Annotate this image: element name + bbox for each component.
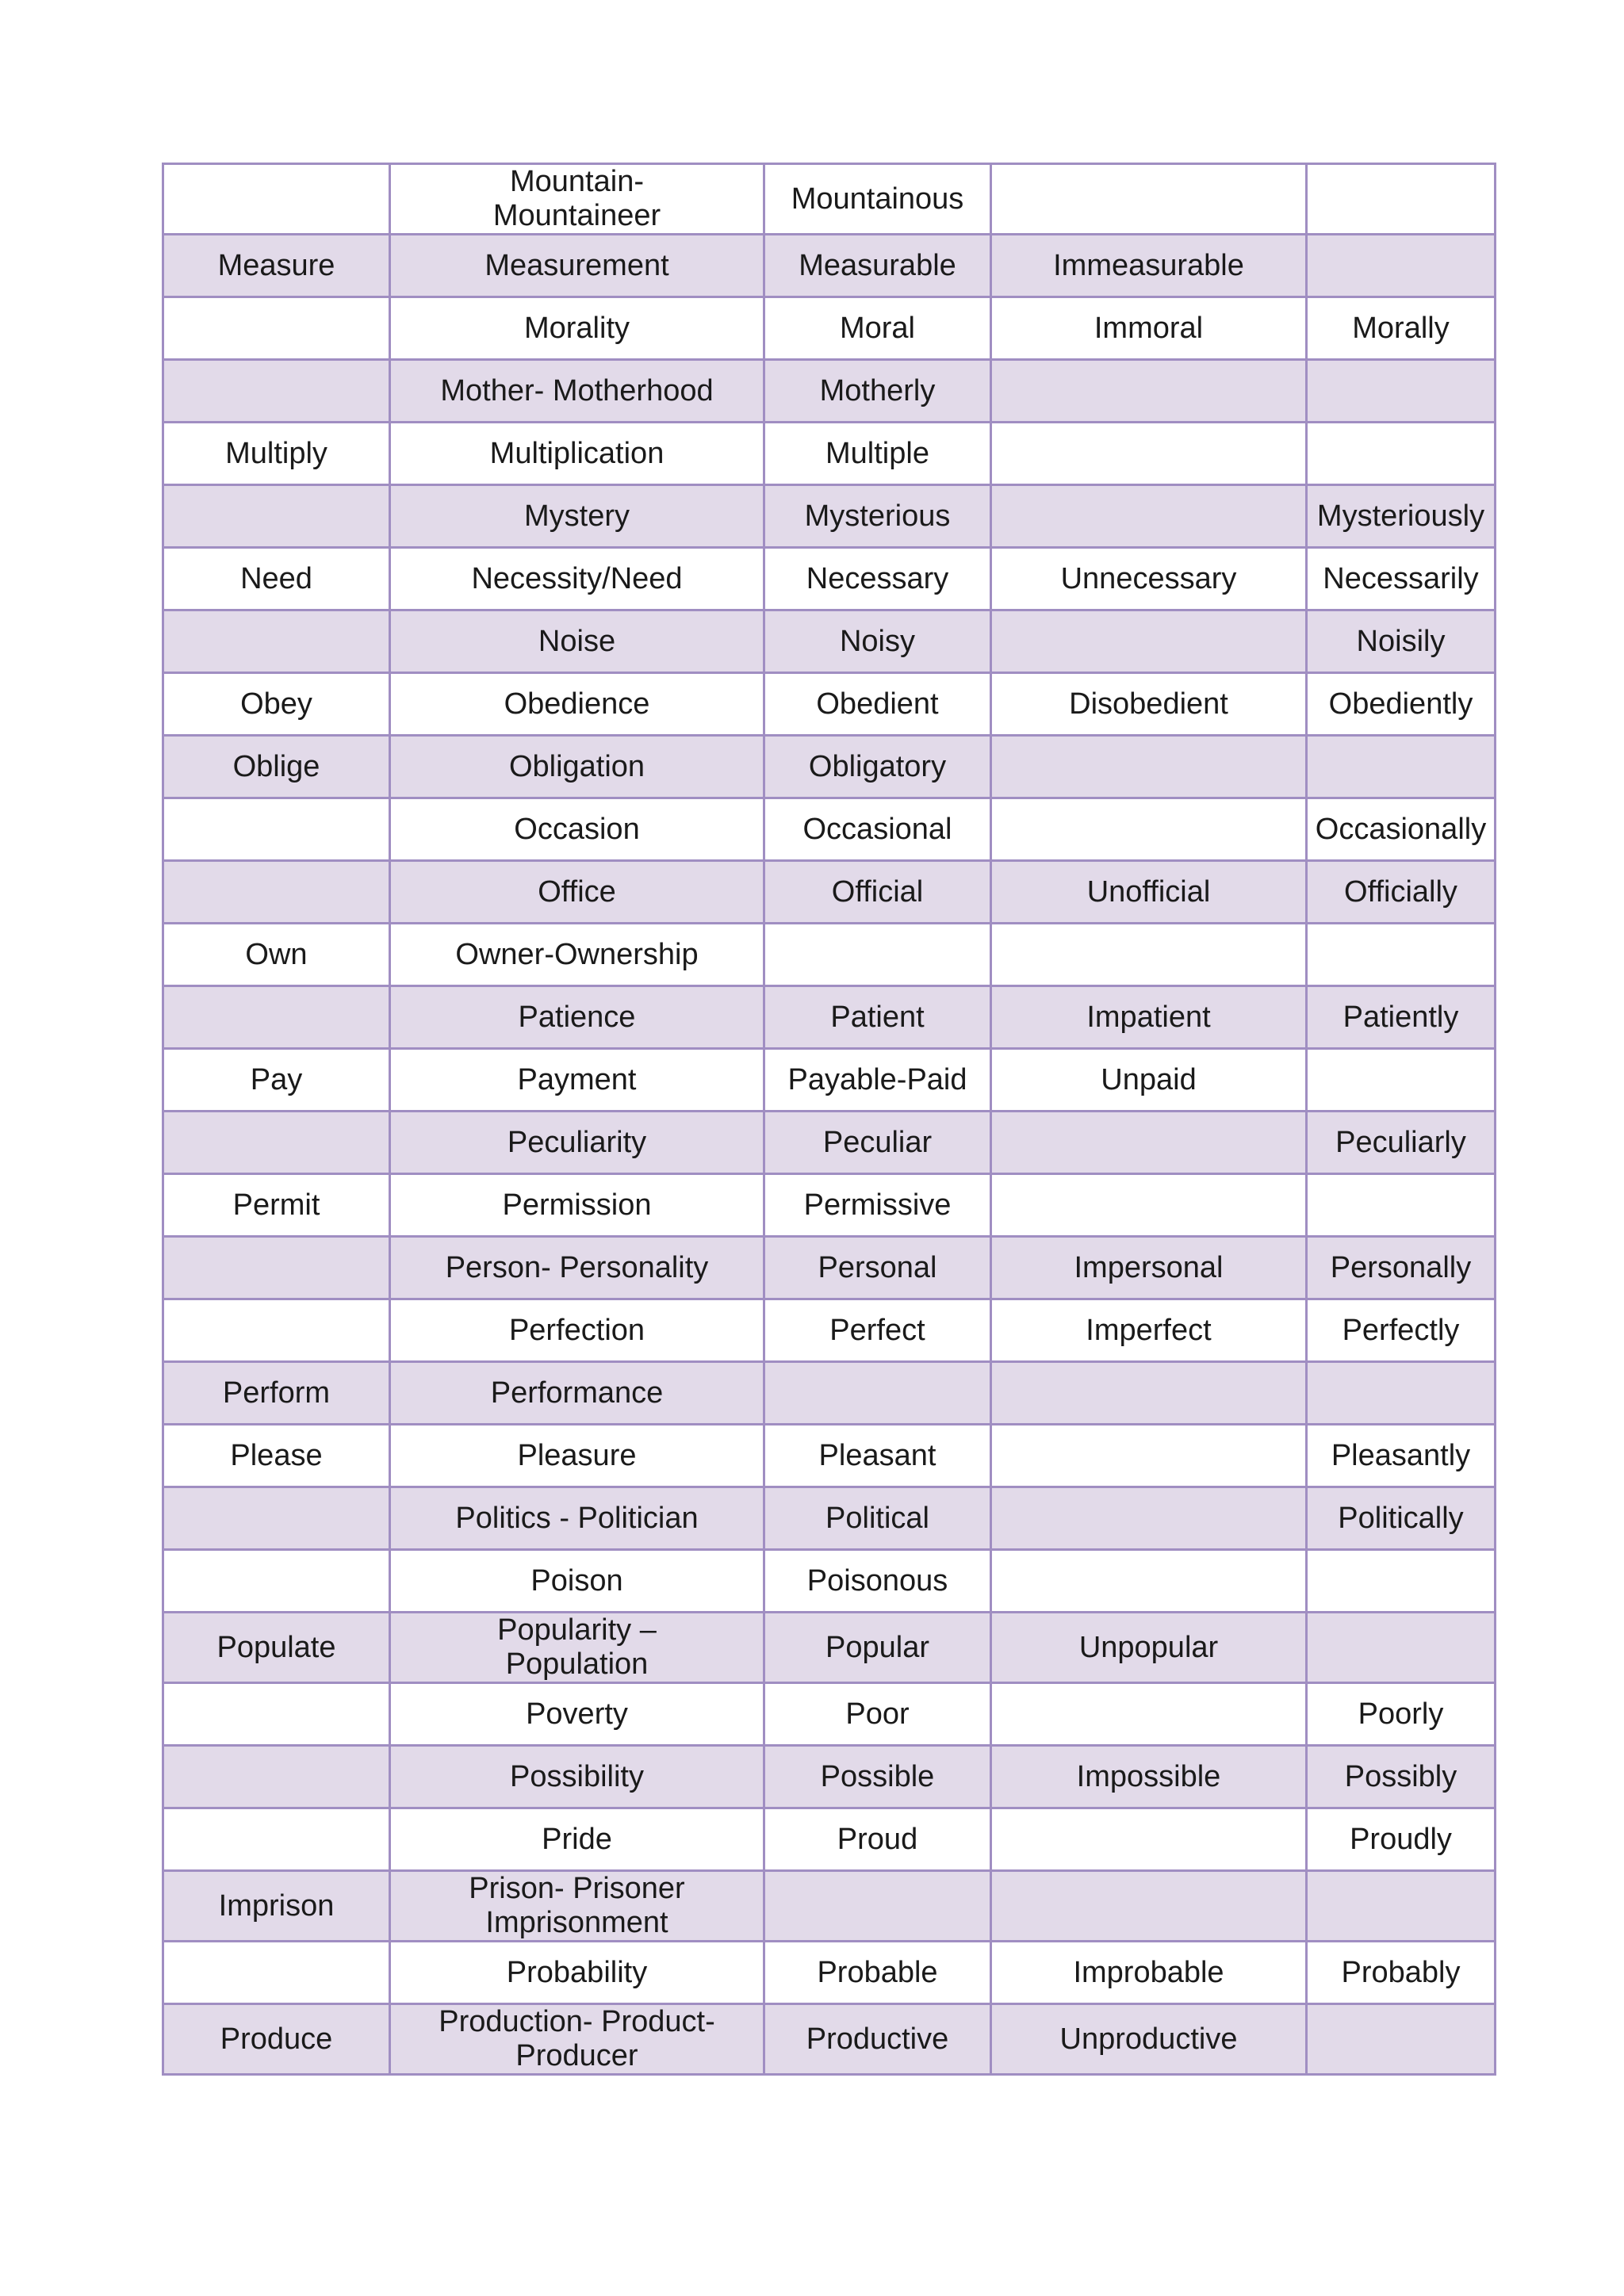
verb-cell: Need: [163, 548, 390, 610]
negative-adjective-cell: Improbable: [991, 1942, 1307, 2004]
verb-cell: Pay: [163, 1049, 390, 1112]
table-row: [163, 485, 1496, 548]
adverb-cell: [1307, 1871, 1496, 1942]
table-row: [163, 1299, 1496, 1362]
adjective-cell: Personal: [764, 1237, 991, 1299]
adjective-cell: Moral: [764, 297, 991, 360]
noun-cell: Permission: [390, 1174, 764, 1237]
negative-adjective-cell: Immoral: [991, 297, 1307, 360]
verb-cell: Obey: [163, 673, 390, 736]
table-row: [163, 1362, 1496, 1425]
table-row: [163, 798, 1496, 861]
noun-cell: Mother- Motherhood: [390, 360, 764, 423]
table-row: [163, 360, 1496, 423]
adverb-cell: Personally: [1307, 1237, 1496, 1299]
adjective-cell: [764, 924, 991, 986]
verb-cell: [163, 1683, 390, 1746]
verb-cell: [163, 1237, 390, 1299]
adjective-cell: Popular: [764, 1613, 991, 1683]
noun-cell: Production- Product- Producer: [390, 2004, 764, 2075]
table-row: [163, 1425, 1496, 1487]
adjective-cell: Pleasant: [764, 1425, 991, 1487]
noun-cell: Obligation: [390, 736, 764, 798]
negative-adjective-cell: [991, 1871, 1307, 1942]
noun-cell: Necessity/Need: [390, 548, 764, 610]
noun-cell: Obedience: [390, 673, 764, 736]
adjective-cell: Proud: [764, 1808, 991, 1871]
adverb-cell: Obediently: [1307, 673, 1496, 736]
adjective-cell: Patient: [764, 986, 991, 1049]
table-row: [163, 673, 1496, 736]
adverb-cell: Proudly: [1307, 1808, 1496, 1871]
negative-adjective-cell: Impossible: [991, 1746, 1307, 1808]
verb-cell: Permit: [163, 1174, 390, 1237]
adverb-cell: Perfectly: [1307, 1299, 1496, 1362]
table-row: [163, 297, 1496, 360]
adjective-cell: Multiple: [764, 423, 991, 485]
negative-adjective-cell: [991, 360, 1307, 423]
negative-adjective-cell: [991, 1362, 1307, 1425]
table-row: [163, 924, 1496, 986]
verb-cell: [163, 986, 390, 1049]
verb-cell: [163, 798, 390, 861]
table-row: [163, 1746, 1496, 1808]
noun-cell: Office: [390, 861, 764, 924]
table-row: [163, 1112, 1496, 1174]
adverb-cell: [1307, 736, 1496, 798]
negative-adjective-cell: [991, 485, 1307, 548]
adverb-cell: [1307, 235, 1496, 297]
noun-cell: Poverty: [390, 1683, 764, 1746]
table-row: [163, 1550, 1496, 1613]
table-row: [163, 736, 1496, 798]
adjective-cell: Possible: [764, 1746, 991, 1808]
negative-adjective-cell: [991, 1487, 1307, 1550]
adverb-cell: [1307, 1613, 1496, 1683]
negative-adjective-cell: Unofficial: [991, 861, 1307, 924]
noun-cell: Morality: [390, 297, 764, 360]
verb-cell: [163, 297, 390, 360]
adverb-cell: [1307, 360, 1496, 423]
adverb-cell: [1307, 1362, 1496, 1425]
verb-cell: Multiply: [163, 423, 390, 485]
table-row: [163, 1942, 1496, 2004]
noun-cell: Poison: [390, 1550, 764, 1613]
adverb-cell: Peculiarly: [1307, 1112, 1496, 1174]
adjective-cell: Poor: [764, 1683, 991, 1746]
negative-adjective-cell: Unpopular: [991, 1613, 1307, 1683]
adjective-cell: Payable-Paid: [764, 1049, 991, 1112]
negative-adjective-cell: [991, 1425, 1307, 1487]
negative-adjective-cell: Imperfect: [991, 1299, 1307, 1362]
verb-cell: [163, 360, 390, 423]
adverb-cell: Politically: [1307, 1487, 1496, 1550]
adjective-cell: Poisonous: [764, 1550, 991, 1613]
word-formation-table: [162, 163, 1496, 2076]
noun-cell: Probability: [390, 1942, 764, 2004]
adverb-cell: Noisily: [1307, 610, 1496, 673]
adjective-cell: Motherly: [764, 360, 991, 423]
table-row: [163, 1683, 1496, 1746]
adjective-cell: Noisy: [764, 610, 991, 673]
table-row: [163, 1174, 1496, 1237]
adverb-cell: [1307, 924, 1496, 986]
noun-cell: Occasion: [390, 798, 764, 861]
verb-cell: [163, 610, 390, 673]
negative-adjective-cell: [991, 423, 1307, 485]
adjective-cell: Perfect: [764, 1299, 991, 1362]
negative-adjective-cell: [991, 1174, 1307, 1237]
table-row: [163, 1871, 1496, 1942]
adjective-cell: Necessary: [764, 548, 991, 610]
verb-cell: Populate: [163, 1613, 390, 1683]
verb-cell: [163, 1550, 390, 1613]
noun-cell: Payment: [390, 1049, 764, 1112]
verb-cell: [163, 1808, 390, 1871]
adjective-cell: Official: [764, 861, 991, 924]
noun-cell: Performance: [390, 1362, 764, 1425]
table-row: [163, 610, 1496, 673]
adverb-cell: Necessarily: [1307, 548, 1496, 610]
negative-adjective-cell: [991, 1112, 1307, 1174]
negative-adjective-cell: [991, 924, 1307, 986]
adjective-cell: Obligatory: [764, 736, 991, 798]
noun-cell: Patience: [390, 986, 764, 1049]
table-row: [163, 861, 1496, 924]
negative-adjective-cell: [991, 798, 1307, 861]
noun-cell: Popularity – Population: [390, 1613, 764, 1683]
table-row: [163, 235, 1496, 297]
noun-cell: Politics - Politician: [390, 1487, 764, 1550]
table-row: [163, 1613, 1496, 1683]
adjective-cell: Political: [764, 1487, 991, 1550]
adverb-cell: Patiently: [1307, 986, 1496, 1049]
noun-cell: Pleasure: [390, 1425, 764, 1487]
verb-cell: Please: [163, 1425, 390, 1487]
table-row: [163, 1049, 1496, 1112]
adverb-cell: Poorly: [1307, 1683, 1496, 1746]
verb-cell: Oblige: [163, 736, 390, 798]
negative-adjective-cell: Disobedient: [991, 673, 1307, 736]
adjective-cell: Probable: [764, 1942, 991, 2004]
verb-cell: [163, 1942, 390, 2004]
noun-cell: Prison- Prisoner Imprisonment: [390, 1871, 764, 1942]
adjective-cell: Obedient: [764, 673, 991, 736]
verb-cell: [163, 1112, 390, 1174]
adverb-cell: [1307, 1049, 1496, 1112]
noun-cell: Owner-Ownership: [390, 924, 764, 986]
adjective-cell: Measurable: [764, 235, 991, 297]
table-row: [163, 986, 1496, 1049]
noun-cell: Peculiarity: [390, 1112, 764, 1174]
verb-cell: [163, 1299, 390, 1362]
adverb-cell: Morally: [1307, 297, 1496, 360]
verb-cell: [163, 1746, 390, 1808]
negative-adjective-cell: Impatient: [991, 986, 1307, 1049]
adverb-cell: [1307, 164, 1496, 235]
adverb-cell: Mysteriously: [1307, 485, 1496, 548]
adjective-cell: Permissive: [764, 1174, 991, 1237]
noun-cell: Perfection: [390, 1299, 764, 1362]
adjective-cell: Productive: [764, 2004, 991, 2075]
adverb-cell: [1307, 2004, 1496, 2075]
table-row: [163, 1487, 1496, 1550]
adverb-cell: Probably: [1307, 1942, 1496, 2004]
adjective-cell: [764, 1871, 991, 1942]
adjective-cell: Mysterious: [764, 485, 991, 548]
adverb-cell: [1307, 1550, 1496, 1613]
negative-adjective-cell: [991, 164, 1307, 235]
verb-cell: Perform: [163, 1362, 390, 1425]
table-row: [163, 1808, 1496, 1871]
negative-adjective-cell: Immeasurable: [991, 235, 1307, 297]
verb-cell: Produce: [163, 2004, 390, 2075]
noun-cell: Person- Personality: [390, 1237, 764, 1299]
negative-adjective-cell: [991, 1683, 1307, 1746]
noun-cell: Mountain- Mountaineer: [390, 164, 764, 235]
noun-cell: Pride: [390, 1808, 764, 1871]
noun-cell: Possibility: [390, 1746, 764, 1808]
adverb-cell: Possibly: [1307, 1746, 1496, 1808]
noun-cell: Multiplication: [390, 423, 764, 485]
verb-cell: Own: [163, 924, 390, 986]
negative-adjective-cell: Impersonal: [991, 1237, 1307, 1299]
adjective-cell: [764, 1362, 991, 1425]
negative-adjective-cell: [991, 736, 1307, 798]
noun-cell: Noise: [390, 610, 764, 673]
table-row: [163, 423, 1496, 485]
adverb-cell: [1307, 1174, 1496, 1237]
negative-adjective-cell: [991, 1550, 1307, 1613]
adjective-cell: Occasional: [764, 798, 991, 861]
word-formation-table-body: [163, 164, 1496, 2075]
adverb-cell: Officially: [1307, 861, 1496, 924]
negative-adjective-cell: Unpaid: [991, 1049, 1307, 1112]
adverb-cell: Pleasantly: [1307, 1425, 1496, 1487]
noun-cell: Measurement: [390, 235, 764, 297]
verb-cell: [163, 1487, 390, 1550]
verb-cell: Measure: [163, 235, 390, 297]
table-row: [163, 164, 1496, 235]
verb-cell: [163, 164, 390, 235]
negative-adjective-cell: Unproductive: [991, 2004, 1307, 2075]
noun-cell: Mystery: [390, 485, 764, 548]
table-row: [163, 2004, 1496, 2075]
adjective-cell: Mountainous: [764, 164, 991, 235]
verb-cell: Imprison: [163, 1871, 390, 1942]
negative-adjective-cell: [991, 1808, 1307, 1871]
negative-adjective-cell: Unnecessary: [991, 548, 1307, 610]
adverb-cell: Occasionally: [1307, 798, 1496, 861]
negative-adjective-cell: [991, 610, 1307, 673]
adjective-cell: Peculiar: [764, 1112, 991, 1174]
verb-cell: [163, 861, 390, 924]
adverb-cell: [1307, 423, 1496, 485]
table-row: [163, 1237, 1496, 1299]
table-row: [163, 548, 1496, 610]
verb-cell: [163, 485, 390, 548]
